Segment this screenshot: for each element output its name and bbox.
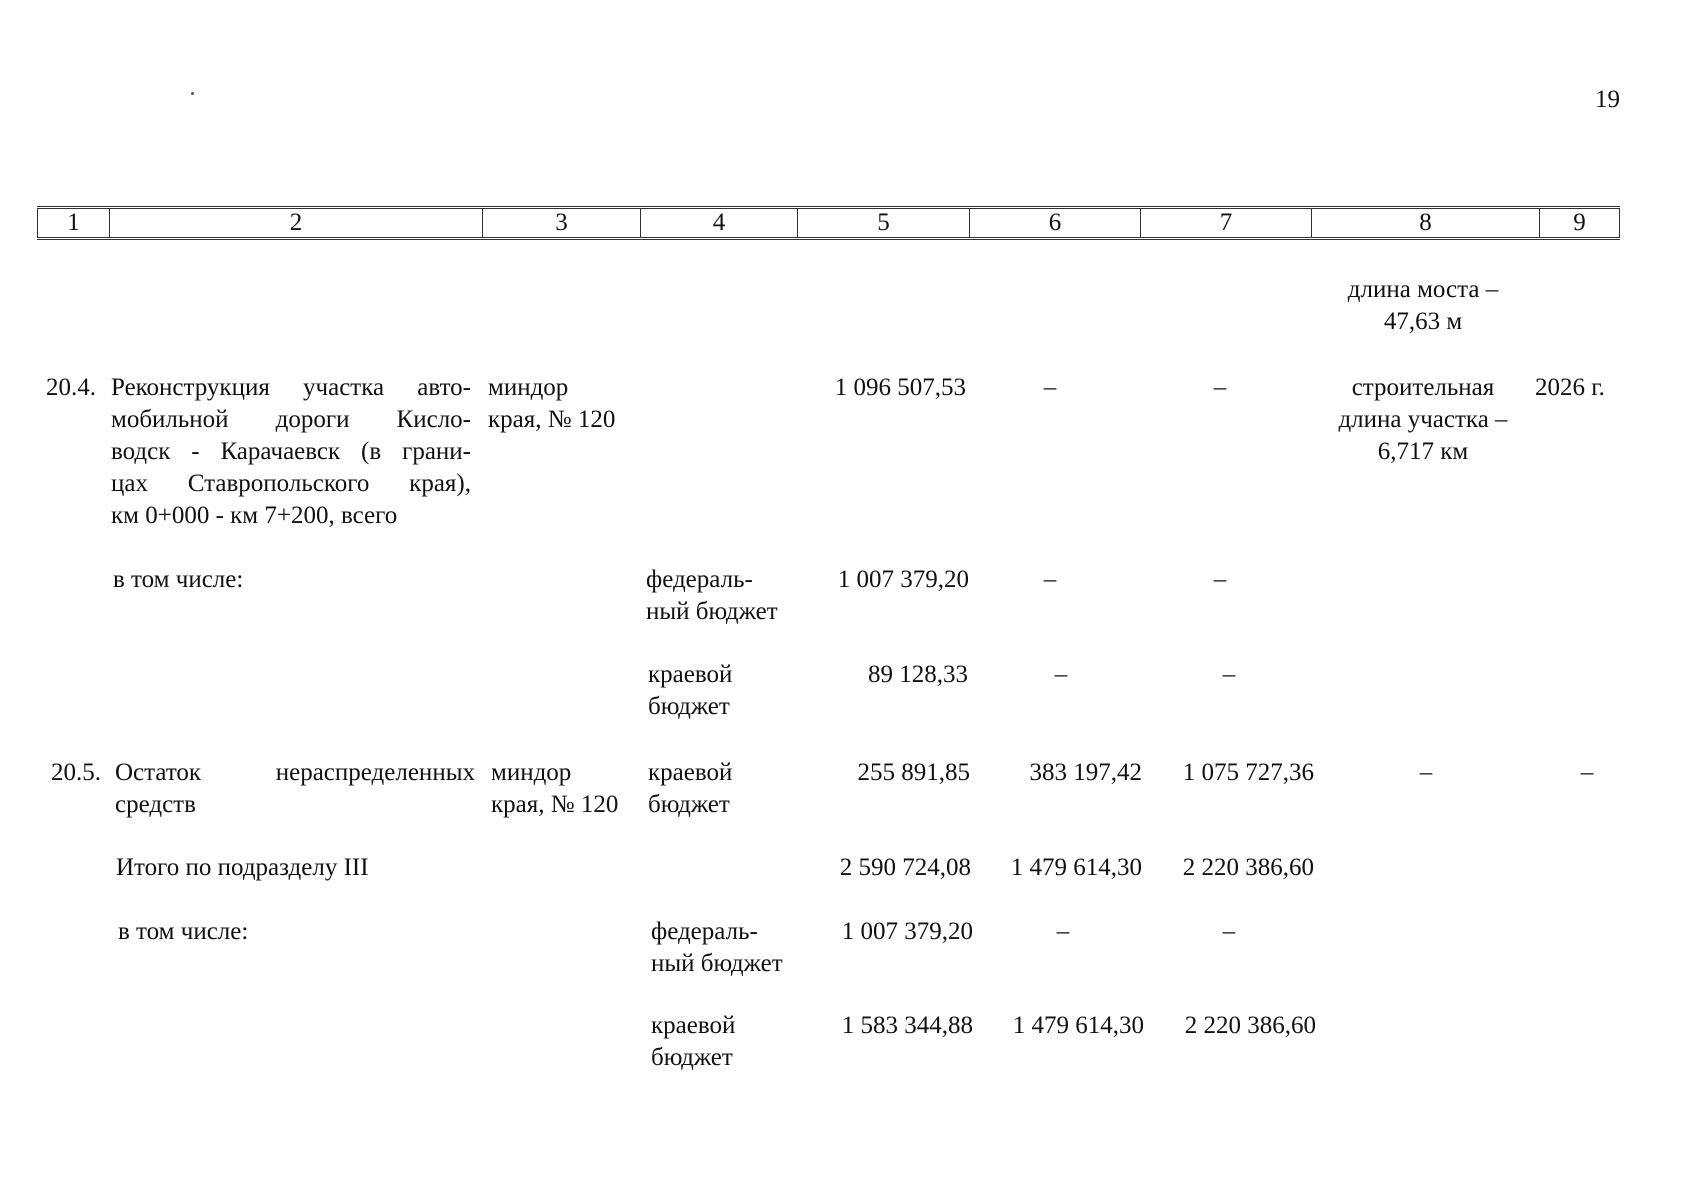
row-20-4-federal-col6: – xyxy=(1043,566,1057,593)
continuation-col8 xyxy=(1318,274,1528,338)
row-20-5-title-word1: Остаток xyxy=(115,759,202,786)
row-20-5-title xyxy=(115,757,475,821)
continuation-col8-line2: 47,63 м xyxy=(1383,308,1463,335)
row-20-5-title-line2: средств xyxy=(115,791,196,818)
row-20-4-title xyxy=(111,372,471,532)
row-20-5-title-line1 xyxy=(115,757,475,789)
row-20-4-number: 20.4. xyxy=(46,374,96,401)
row-20-5-col7: 1 075 727,36 xyxy=(1182,759,1314,786)
total-regional-source-line2: бюджет xyxy=(651,1044,733,1071)
total-regional-source-line1: краевой xyxy=(651,1012,736,1039)
row-20-4-title-line4: цах Ставропольского края), xyxy=(111,470,471,497)
row-20-5-number: 20.5. xyxy=(51,759,101,786)
row-20-4-regional-col7: – xyxy=(1222,661,1236,688)
row-20-4-col6: – xyxy=(1043,374,1057,401)
row-20-4-including-label: в том числе: xyxy=(113,566,244,593)
row-20-4-title-line1: Реконструкция участка авто- xyxy=(111,374,471,401)
row-20-4-federal-col5: 1 007 379,20 xyxy=(837,566,969,593)
row-20-4-regional-col6: – xyxy=(1054,661,1068,688)
row-20-5-col6: 383 197,42 xyxy=(1029,759,1142,786)
total-federal-source-line1: федераль- xyxy=(651,918,758,945)
row-20-4-col8-line3: 6,717 км xyxy=(1377,438,1469,465)
row-20-5-customer-line2: края, № 120 xyxy=(491,791,619,818)
total-including-label: в том числе: xyxy=(118,918,249,945)
header-col-5: 5 xyxy=(798,208,970,239)
row-20-4-customer-line1: миндор xyxy=(488,374,569,401)
row-20-5-customer-line1: миндор xyxy=(491,759,572,786)
row-20-5-col9: – xyxy=(1580,759,1594,786)
header-col-6: 6 xyxy=(970,208,1141,239)
scan-speck xyxy=(191,92,194,95)
header-col-4: 4 xyxy=(641,208,798,239)
total-label: Итого по подразделу III xyxy=(116,854,369,881)
row-20-5-title-word2: нераспределенных xyxy=(275,759,475,786)
continuation-col8-line1: длина моста – xyxy=(1347,276,1499,303)
row-20-4-col8 xyxy=(1308,372,1538,468)
row-20-4-col9: 2026 г. xyxy=(1535,374,1605,401)
total-col6: 1 479 614,30 xyxy=(1010,854,1142,881)
total-col5: 2 590 724,08 xyxy=(839,854,971,881)
header-col-2: 2 xyxy=(110,208,483,239)
header-col-9: 9 xyxy=(1540,208,1620,239)
total-federal-col6: – xyxy=(1056,918,1070,945)
header-col-7: 7 xyxy=(1141,208,1312,239)
row-20-4-regional-source-line2: бюджет xyxy=(648,693,730,720)
row-20-4-title-line2: мобильной дороги Кисло- xyxy=(111,406,471,433)
header-col-3: 3 xyxy=(483,208,641,239)
total-federal-source-line2: ный бюджет xyxy=(651,950,783,977)
row-20-4-federal-source xyxy=(646,564,778,628)
row-20-4-regional-source xyxy=(648,659,732,723)
total-federal-col5: 1 007 379,20 xyxy=(841,918,973,945)
row-20-4-regional-col5: 89 128,33 xyxy=(868,661,968,688)
row-20-4-customer xyxy=(488,372,615,436)
total-regional-col5: 1 583 344,88 xyxy=(841,1012,973,1039)
row-20-4-customer-line2: края, № 120 xyxy=(488,406,616,433)
row-20-5-col5: 255 891,85 xyxy=(857,759,970,786)
row-20-4-col5: 1 096 507,53 xyxy=(834,374,966,401)
total-regional-source xyxy=(651,1010,735,1074)
row-20-4-title-line5: км 0+000 - км 7+200, всего xyxy=(111,502,398,529)
total-federal-col7: – xyxy=(1222,918,1236,945)
row-20-4-col8-line1: строительная xyxy=(1351,374,1495,401)
header-col-1: 1 xyxy=(38,208,110,239)
row-20-4-federal-col7: – xyxy=(1213,566,1227,593)
row-20-4-federal-source-line1: федераль- xyxy=(646,566,753,593)
row-20-4-regional-source-line1: краевой xyxy=(648,661,733,688)
column-number-header xyxy=(37,206,1620,240)
header-col-8: 8 xyxy=(1312,208,1540,239)
row-20-4-federal-source-line2: ный бюджет xyxy=(646,598,778,625)
row-20-5-col8: – xyxy=(1419,759,1433,786)
row-20-5-source-line1: краевой xyxy=(648,759,733,786)
row-20-5-customer xyxy=(491,757,618,821)
row-20-4-title-line3: водск - Карачаевск (в грани- xyxy=(111,438,471,465)
row-20-4-col7: – xyxy=(1213,374,1227,401)
total-regional-col7: 2 220 386,60 xyxy=(1184,1012,1316,1039)
total-regional-col6: 1 479 614,30 xyxy=(1012,1012,1144,1039)
row-20-4-col8-line2: длина участка – xyxy=(1338,406,1508,433)
row-20-5-source-line2: бюджет xyxy=(648,791,730,818)
total-federal-source xyxy=(651,916,783,980)
row-20-5-source xyxy=(648,757,732,821)
page-number: 19 xyxy=(1595,86,1620,113)
total-col7: 2 220 386,60 xyxy=(1182,854,1314,881)
